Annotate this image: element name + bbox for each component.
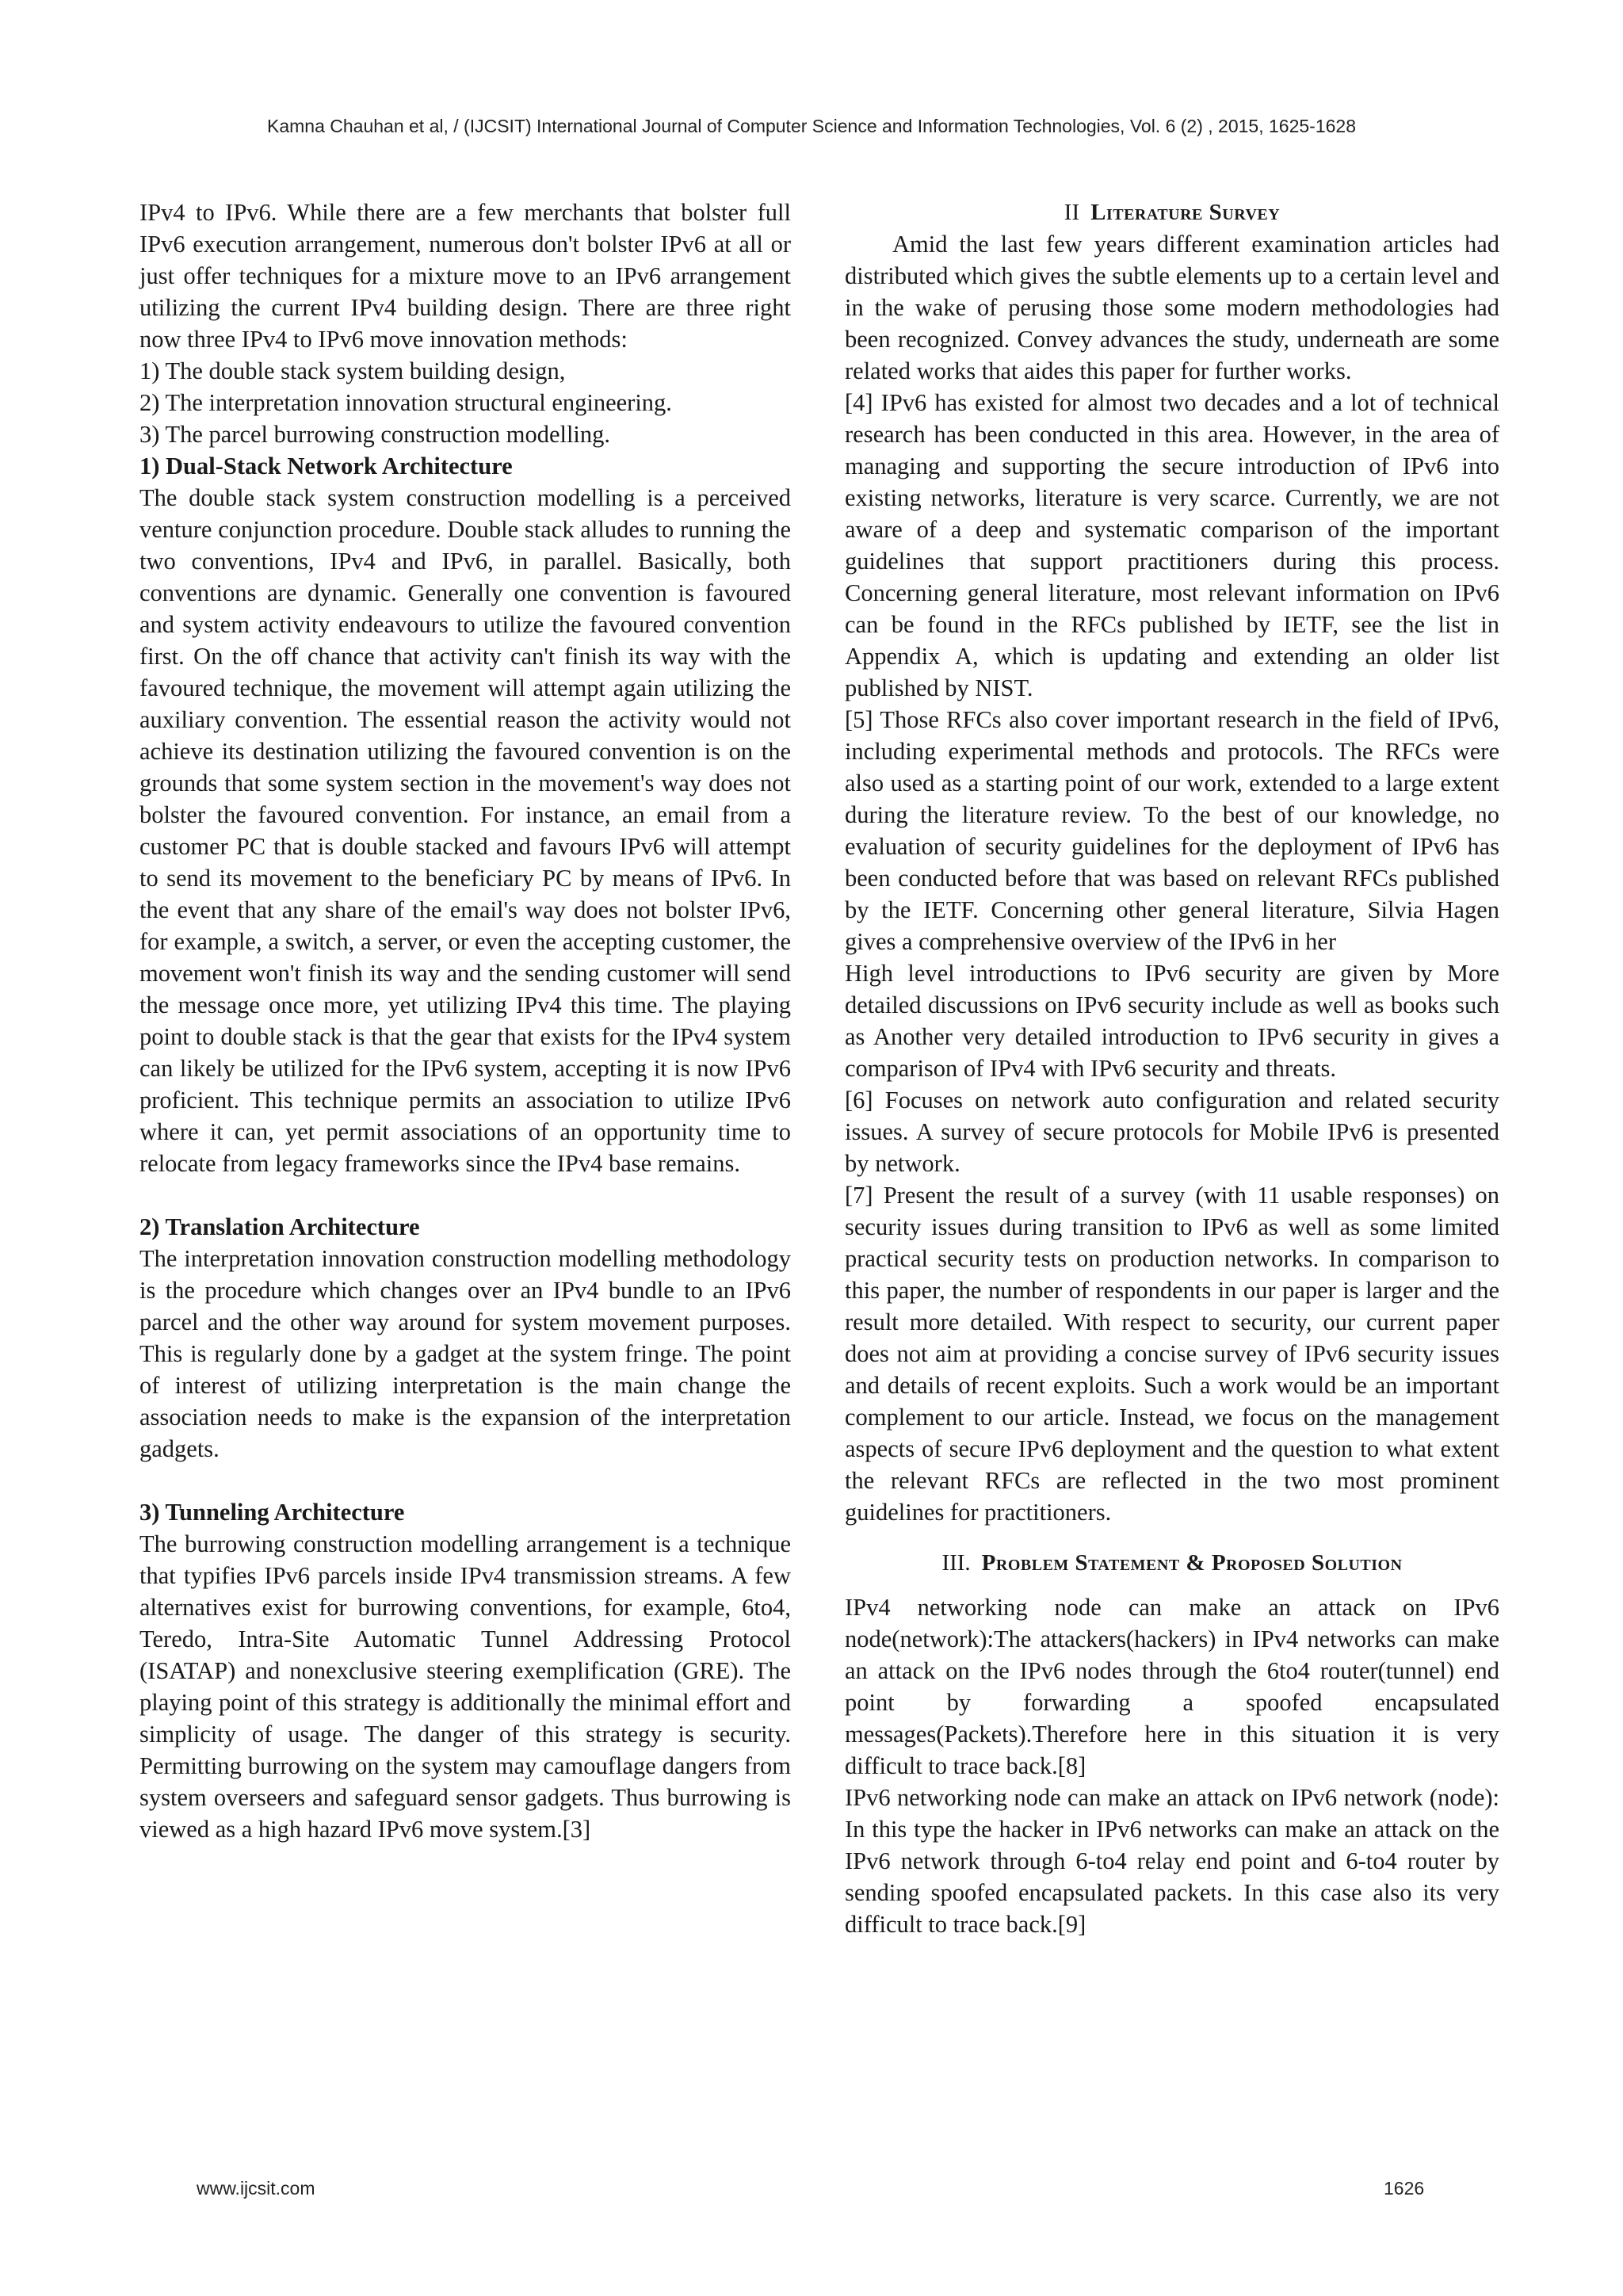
method-item-2: 2) The interpretation innovation structural engineering. xyxy=(139,389,672,416)
running-head: Kamna Chauhan et al, / (IJCSIT) International Journal of Computer Science and Information Technologies, Vol. 6 (2) , 2015, 1625-1628 xyxy=(267,116,1356,136)
footer-site: www.ijcsit.com xyxy=(197,2178,315,2199)
problem-section-number: III. xyxy=(941,1550,971,1576)
tunneling-heading: 3) Tunneling Architecture xyxy=(139,1499,405,1526)
literature-ref-7: [7] Present the result of a survey (with 11 usable responses) on security issues during transition to IPv6 as well as some limited practical security tests on production networks. In comparison to this paper, the number of respondents in our paper is larger and the result more detailed. With respect to security, our current paper does not aim at providing a concise survey of IPv6 security issues and details of recent exploits. Such a work would be an important complement to our article. Instead, we focus on the management aspects of secure IPv6 deployment and the question to what extent the relevant RFCs are reflected in the two most prominent guidelines for practitioners. xyxy=(845,1182,1499,1526)
literature-ref-4: [4] IPv6 has existed for almost two decades and a lot of technical research has been conducted in this area. However, in the area of managing and supporting the secure introduction of IPv6 into existing networks, literature is very scarce. Currently, we are not aware of a deep and systematic comparison of the important guidelines that support practitioners during this process. Concerning general literature, most relevant information on IPv6 can be found in the RFCs published by IETF, see the list in Appendix A, which is updating and extending an older list published by NIST. xyxy=(845,389,1499,701)
method-item-1: 1) The double stack system building design, xyxy=(139,357,566,384)
tunneling-body: The burrowing construction modelling arrangement is a technique that typifies IPv6 parcels inside IPv4 transmission streams. A few alternatives exist for burrowing conventions, for example, 6to4, Teredo, Intra-Site Automatic Tunnel Addressing Protocol (ISATAP) and nonexclusive steering exemplification (GRE). The playing point of this strategy is additionally the minimal effort and simplicity of usage. The danger of this strategy is security. Permitting burrowing on the system may camouflage dangers from system overseers and safeguard sensor gadgets. Thus burrowing is viewed as a high hazard IPv6 move system.[3] xyxy=(139,1530,791,1843)
left-column xyxy=(139,197,791,1845)
literature-section-heading xyxy=(845,197,1499,228)
literature-ref-5: [5] Those RFCs also cover important research in the field of IPv6, including experimental methods and protocols. The RFCs were also used as a starting point of our work, extended to a large extent during the literature review. To the best of our knowledge, no evaluation of security guidelines for the deployment of IPv6 has been conducted before that was based on relevant RFCs published by the IETF. Concerning other general literature, Silvia Hagen gives a comprehensive overview of the IPv6 in her xyxy=(845,706,1499,955)
problem-section-title: Problem Statement & Proposed Solution xyxy=(981,1550,1403,1576)
translation-heading: 2) Translation Architecture xyxy=(139,1213,420,1240)
dual-stack-heading: 1) Dual-Stack Network Architecture xyxy=(139,453,513,479)
translation-body: The interpretation innovation construction modelling methodology is the procedure which changes over an IPv4 bundle to an IPv6 parcel and the other way around for system movement purposes. This is regularly done by a gadget at the system fringe. The point of interest of utilizing interpretation is the main change the association needs to make is the expansion of the interpretation gadgets. xyxy=(139,1245,791,1462)
right-column xyxy=(845,197,1499,1940)
literature-high-level: High level introductions to IPv6 security are given by More detailed discussions on IPv6 security include as well as books such as Another very detailed introduction to IPv6 security in gives a comparison of IPv4 with IPv6 security and threats. xyxy=(845,960,1499,1082)
footer-page-number: 1626 xyxy=(1384,2178,1425,2199)
literature-section-number: II xyxy=(1064,200,1080,225)
method-item-3: 3) The parcel burrowing construction modelling. xyxy=(139,421,611,448)
literature-section-title: Literature Survey xyxy=(1090,200,1281,225)
problem-paragraph-2: IPv6 networking node can make an attack on IPv6 network (node): In this type the hacker in IPv6 networks can make an attack on the IPv6 network through 6-to4 relay end point and 6-to4 router by sending spoofed encapsulated packets. In this case also its very difficult to trace back.[9] xyxy=(845,1784,1499,1938)
literature-ref-6: [6] Focuses on network auto configuration and related security issues. A survey of secure protocols for Mobile IPv6 is presented by network. xyxy=(845,1087,1499,1177)
problem-section-heading xyxy=(845,1547,1499,1579)
problem-paragraph-1: IPv4 networking node can make an attack on IPv6 node(network):The attackers(hackers) in IPv4 networks can make an attack on the IPv6 nodes through the 6to4 router(tunnel) end point by forwarding a spoofed encapsulated messages(Packets).Therefore here in this situation it is very difficult to trace back.[8] xyxy=(845,1594,1499,1779)
intro-paragraph: IPv4 to IPv6. While there are a few merchants that bolster full IPv6 execution arrangement, numerous don't bolster IPv6 at all or just offer techniques for a mixture move to an IPv6 arrangement utilizing the current IPv4 building design. There are three right now three IPv4 to IPv6 move innovation methods: xyxy=(139,199,791,353)
dual-stack-body: The double stack system construction modelling is a perceived venture conjunction procedure. Double stack alludes to running the two conventions, IPv4 and IPv6, in parallel. Basically, both conventions are dynamic. Generally one convention is favoured and system activity endeavours to utilize the favoured convention first. On the off chance that activity can't finish its way with the favoured technique, the movement will attempt again utilizing the auxiliary convention. The essential reason the activity would not achieve its destination utilizing the favoured convention is on the grounds that some system section in the movement's way does not bolster the favoured convention. For instance, an email from a customer PC that is double stacked and favours IPv6 will attempt to send its movement to the beneficiary PC by means of IPv6. In the event that any share of the email's way does not bolster IPv6, for example, a switch, a server, or even the accepting customer, the movement won't finish its way and the sending customer will send the message once more, yet utilizing IPv4 this time. The playing point to double stack is that the gear that exists for the IPv4 system can likely be utilized for the IPv6 system, accepting it is now IPv6 proficient. This technique permits an association to utilize IPv6 where it can, yet permit associations of an opportunity time to relocate from legacy frameworks since the IPv4 base remains. xyxy=(139,484,791,1177)
literature-intro: Amid the last few years different examination articles had distributed which gives the subtle elements up to a certain level and in the wake of perusing those some modern methodologies had been recognized. Convey advances the study, underneath are some related works that aides this paper for further works. xyxy=(845,231,1499,384)
